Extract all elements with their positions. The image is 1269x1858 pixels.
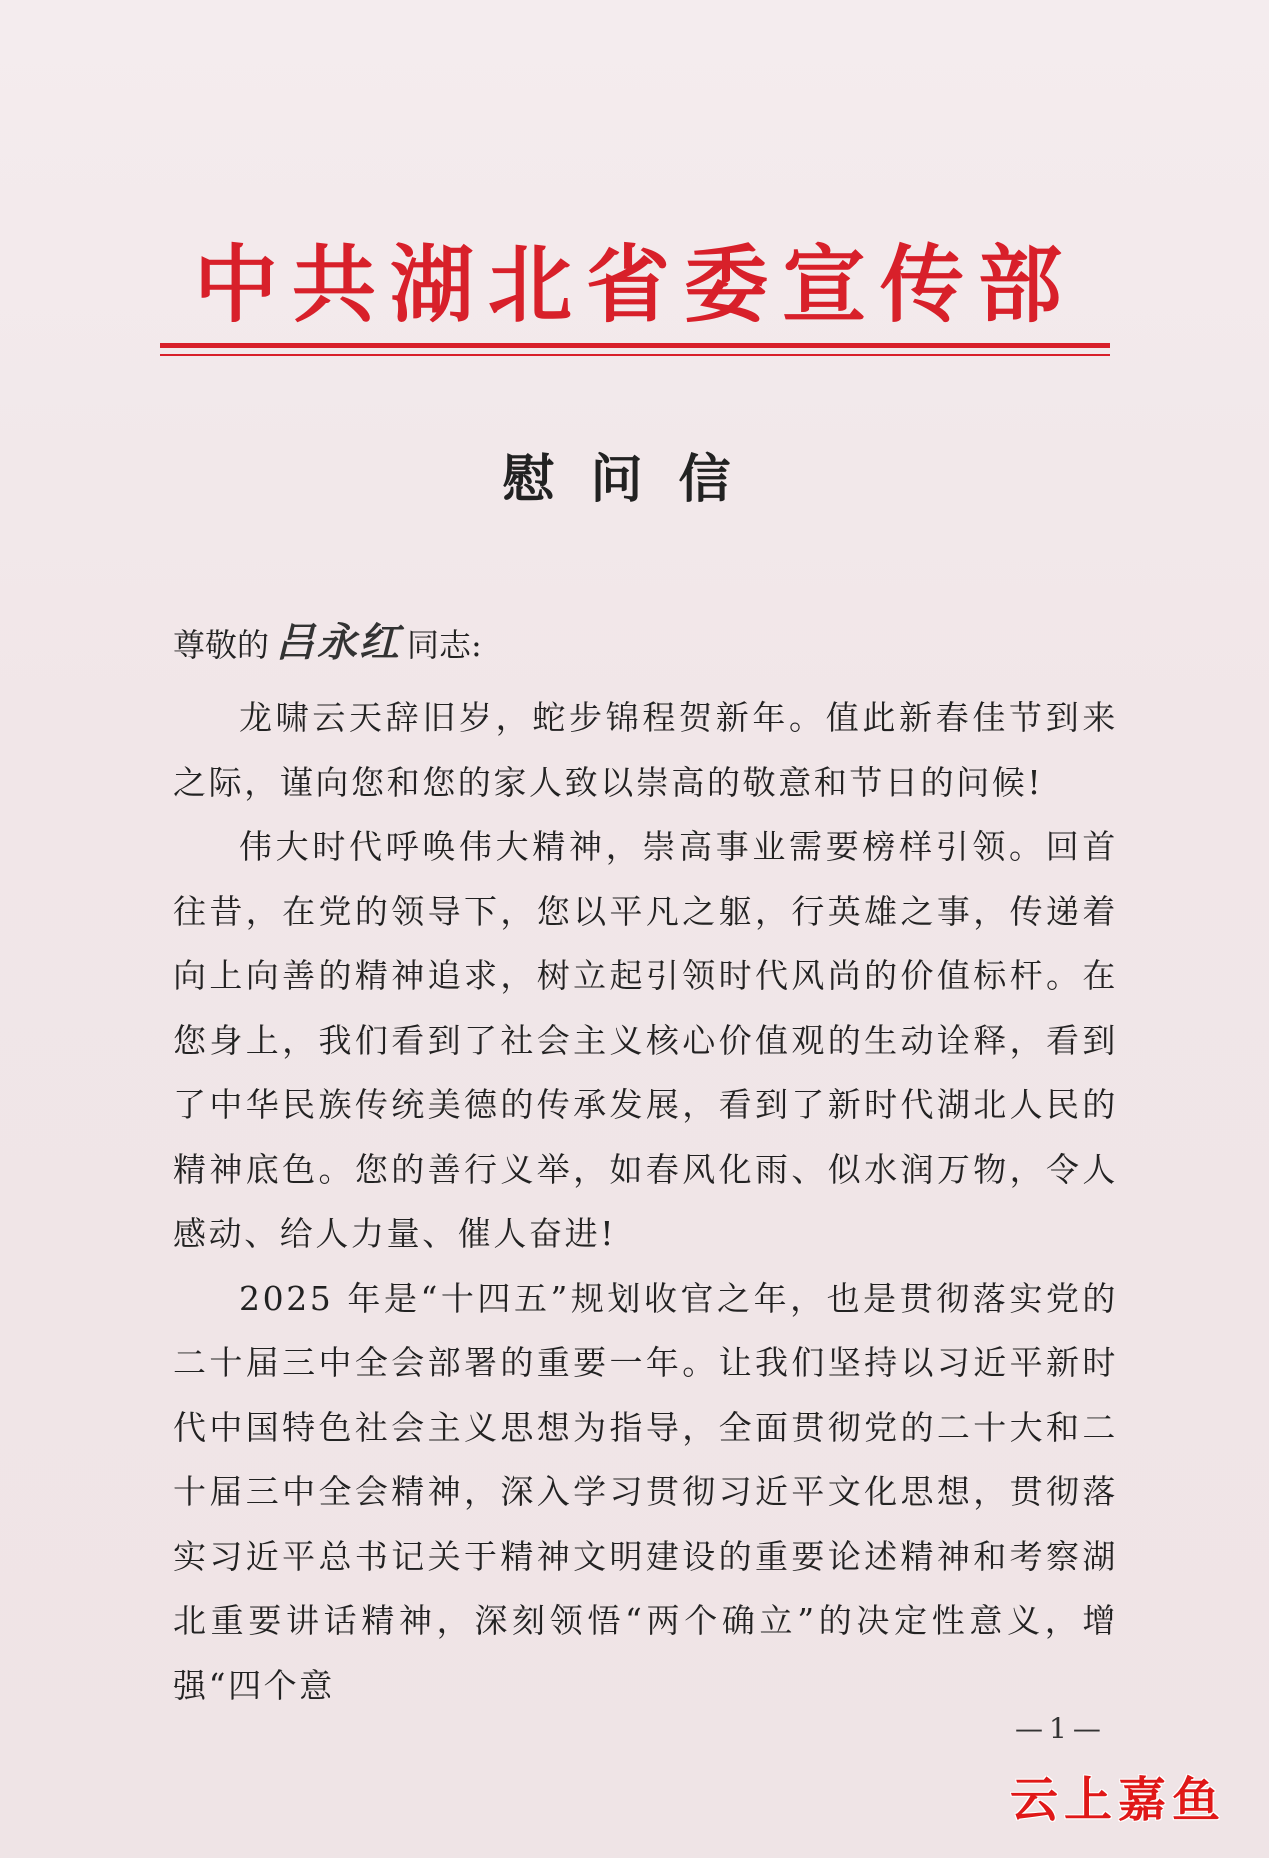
letterhead-organization: 中共湖北省委宣传部 — [193, 235, 1076, 334]
letter-body — [173, 686, 1118, 1718]
letter-title: 慰问信 — [502, 449, 767, 510]
watermark-logo: 云上嘉鱼 — [1010, 1772, 1227, 1828]
recipient-name-handwritten: 吕永红 — [275, 619, 402, 666]
paragraph-2: 伟大时代呼唤伟大精神，崇高事业需要榜样引领。回首往昔，在党的领导下，您以平凡之躯，行英雄之事，传递着向上向善的精神追求，树立起引领时代风尚的价值标杆。在您身上，我们看到了社会主义核心价值观的生动诠释，看到了中华民族传统美德的传承发展，看到了新时代湖北人民的精神底色。您的善行义举，如春风化雨、似水润万物，令人感动、给人力量、催人奋进! — [173, 827, 1118, 1253]
salutation — [173, 618, 482, 670]
salutation-prefix: 尊敬的 — [173, 626, 270, 664]
page-number: —1— — [1015, 1712, 1107, 1745]
salutation-suffix: 同志: — [407, 626, 482, 664]
letterhead-red-line-thick — [160, 343, 1110, 348]
paragraph-1: 龙啸云天辞旧岁，蛇步锦程贺新年。值此新春佳节到来之际，谨向您和您的家人致以崇高的敬意和节日的问候! — [173, 698, 1118, 802]
letterhead-red-line-thin — [160, 354, 1110, 356]
paragraph-3: 2025 年是“十四五”规划收官之年，也是贯彻落实党的二十届三中全会部署的重要一年。让我们坚持以习近平新时代中国特色社会主义思想为指导，全面贯彻党的二十大和二十届三中全会精神，深入学习贯彻习近平文化思想，贯彻落实习近平总书记关于精神文明建设的重要论述精神和考察湖北重要讲话精神，深刻领悟“两个确立”的决定性意义，增强“四个意 — [173, 1278, 1118, 1705]
